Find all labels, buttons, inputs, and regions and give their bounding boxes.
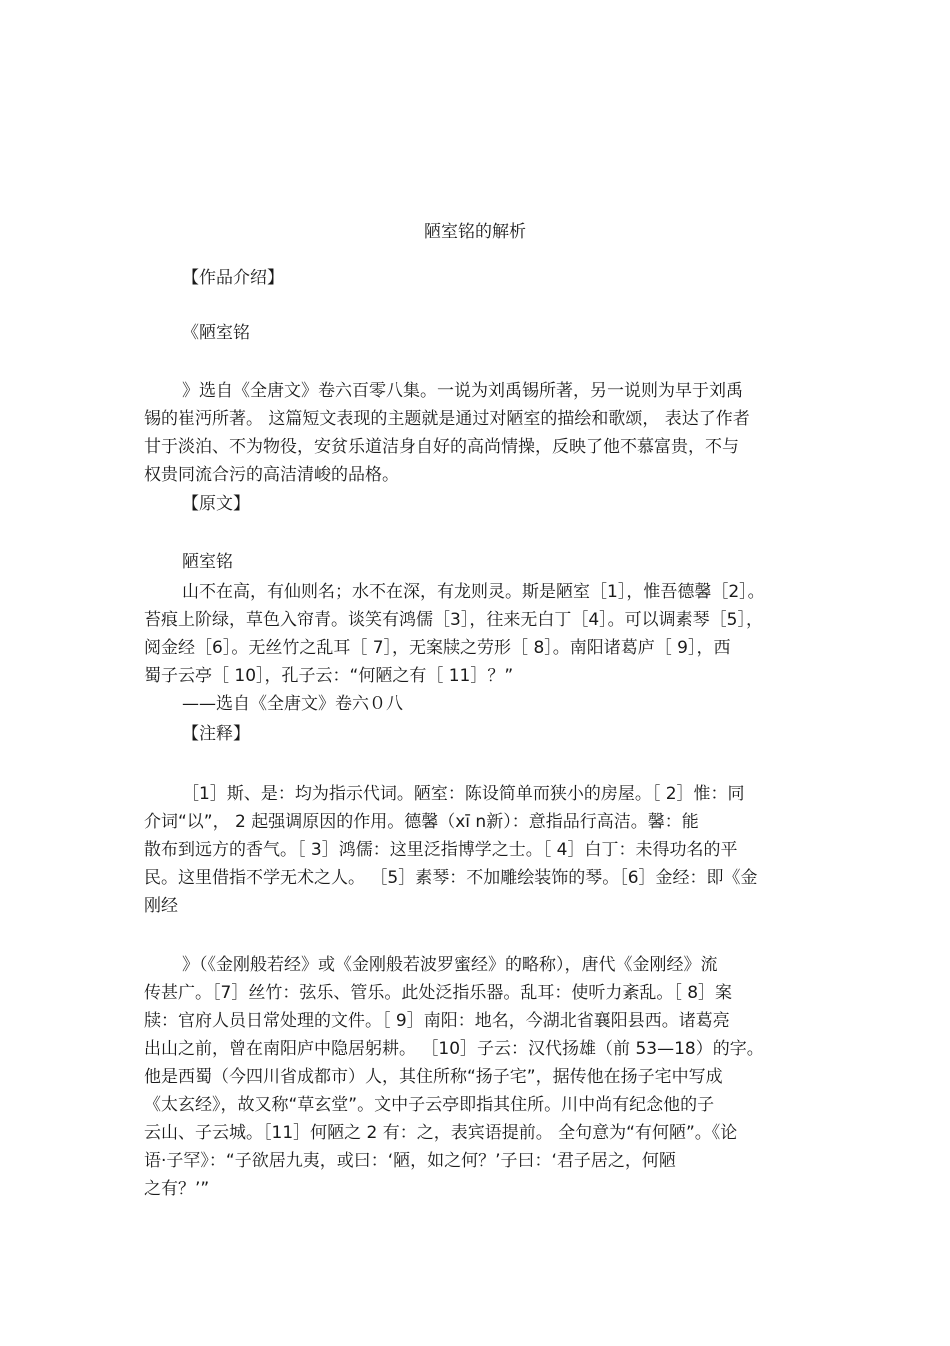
notes-line: 民。这里借指不学无术之人。 ［5］素琴：不加雕绘装饰的琴。［6］金经：即《金 bbox=[144, 868, 758, 888]
intro-book-title: 《陋室铭 bbox=[182, 323, 250, 343]
notes-line: 刚经 bbox=[144, 896, 178, 916]
notes-line: 语·子罕》：“子欲居九夷，或曰：‘陋，如之何？’子曰：‘君子居之，何陋 bbox=[144, 1151, 676, 1171]
poem-line: 山不在高，有仙则名；水不在深，有龙则灵。斯是陋室［1］，惟吾德馨［2］。 bbox=[182, 582, 765, 602]
notes-line: 云山、子云城。［11］何陋之 2 有：之，表宾语提前。 全句意为“有何陋”。《论 bbox=[144, 1123, 738, 1143]
poem-source: ——选自《全唐文》卷六０八 bbox=[182, 694, 403, 714]
poem-title: 陋室铭 bbox=[182, 552, 233, 572]
section-heading-original: 【原文】 bbox=[182, 494, 250, 514]
notes-line: 之有？’” bbox=[144, 1179, 210, 1199]
intro-line: 甘于淡泊、不为物役，安贫乐道洁身自好的高尚情操，反映了他不慕富贵，不与 bbox=[144, 437, 739, 457]
notes-line: 传甚广。［7］丝竹：弦乐、管乐。此处泛指乐器。乱耳：使听力紊乱。［ 8］案 bbox=[144, 983, 733, 1003]
poem-line: 蜀子云亭［ 10］，孔子云：“何陋之有［ 11］？” bbox=[144, 666, 514, 686]
notes-line: 《太玄经》，故又称“草玄堂”。文中子云亭即指其住所。川中尚有纪念他的子 bbox=[144, 1095, 715, 1115]
poem-line: 阅金经［6］。无丝竹之乱耳［ 7］，无案牍之劳形［ 8］。南阳诸葛庐［ 9］，西 bbox=[144, 638, 731, 658]
notes-line: 》（《金刚般若经》或《金刚般若波罗蜜经》的略称），唐代《金刚经》流 bbox=[182, 955, 718, 975]
document-title: 陋室铭的解析 bbox=[424, 222, 526, 242]
section-heading-notes: 【注释】 bbox=[182, 724, 250, 744]
notes-line: 牍：官府人员日常处理的文件。［ 9］南阳：地名，今湖北省襄阳县西。诸葛亮 bbox=[144, 1011, 730, 1031]
notes-line: 散布到远方的香气。［ 3］鸿儒：这里泛指博学之士。［ 4］白丁：未得功名的平 bbox=[144, 840, 738, 860]
section-heading-intro: 【作品介绍】 bbox=[182, 268, 284, 288]
poem-line: 苔痕上阶绿，草色入帘青。谈笑有鸿儒［3］，往来无白丁［4］。可以调素琴［5］， bbox=[144, 610, 763, 630]
intro-line: 》选自《全唐文》卷六百零八集。一说为刘禹锡所著，另一说则为早于刘禹 bbox=[182, 381, 743, 401]
intro-line: 锡的崔沔所著。 这篇短文表现的主题就是通过对陋室的描绘和歌颂， 表达了作者 bbox=[144, 409, 750, 429]
notes-line: ［1］斯、是：均为指示代词。陋室：陈设简单而狭小的房屋。［ 2］惟：同 bbox=[182, 784, 745, 804]
notes-line: 出山之前，曾在南阳庐中隐居躬耕。 ［10］子云：汉代扬雄（前 53—18）的字。 bbox=[144, 1039, 764, 1059]
notes-line: 介词“以”， 2 起强调原因的作用。德馨（xī n新）：意指品行高洁。馨：能 bbox=[144, 812, 699, 832]
intro-line: 权贵同流合污的高洁清峻的品格。 bbox=[144, 465, 399, 485]
notes-line: 他是西蜀（今四川省成都市）人，其住所称“扬子宅”，据传他在扬子宅中写成 bbox=[144, 1067, 723, 1087]
